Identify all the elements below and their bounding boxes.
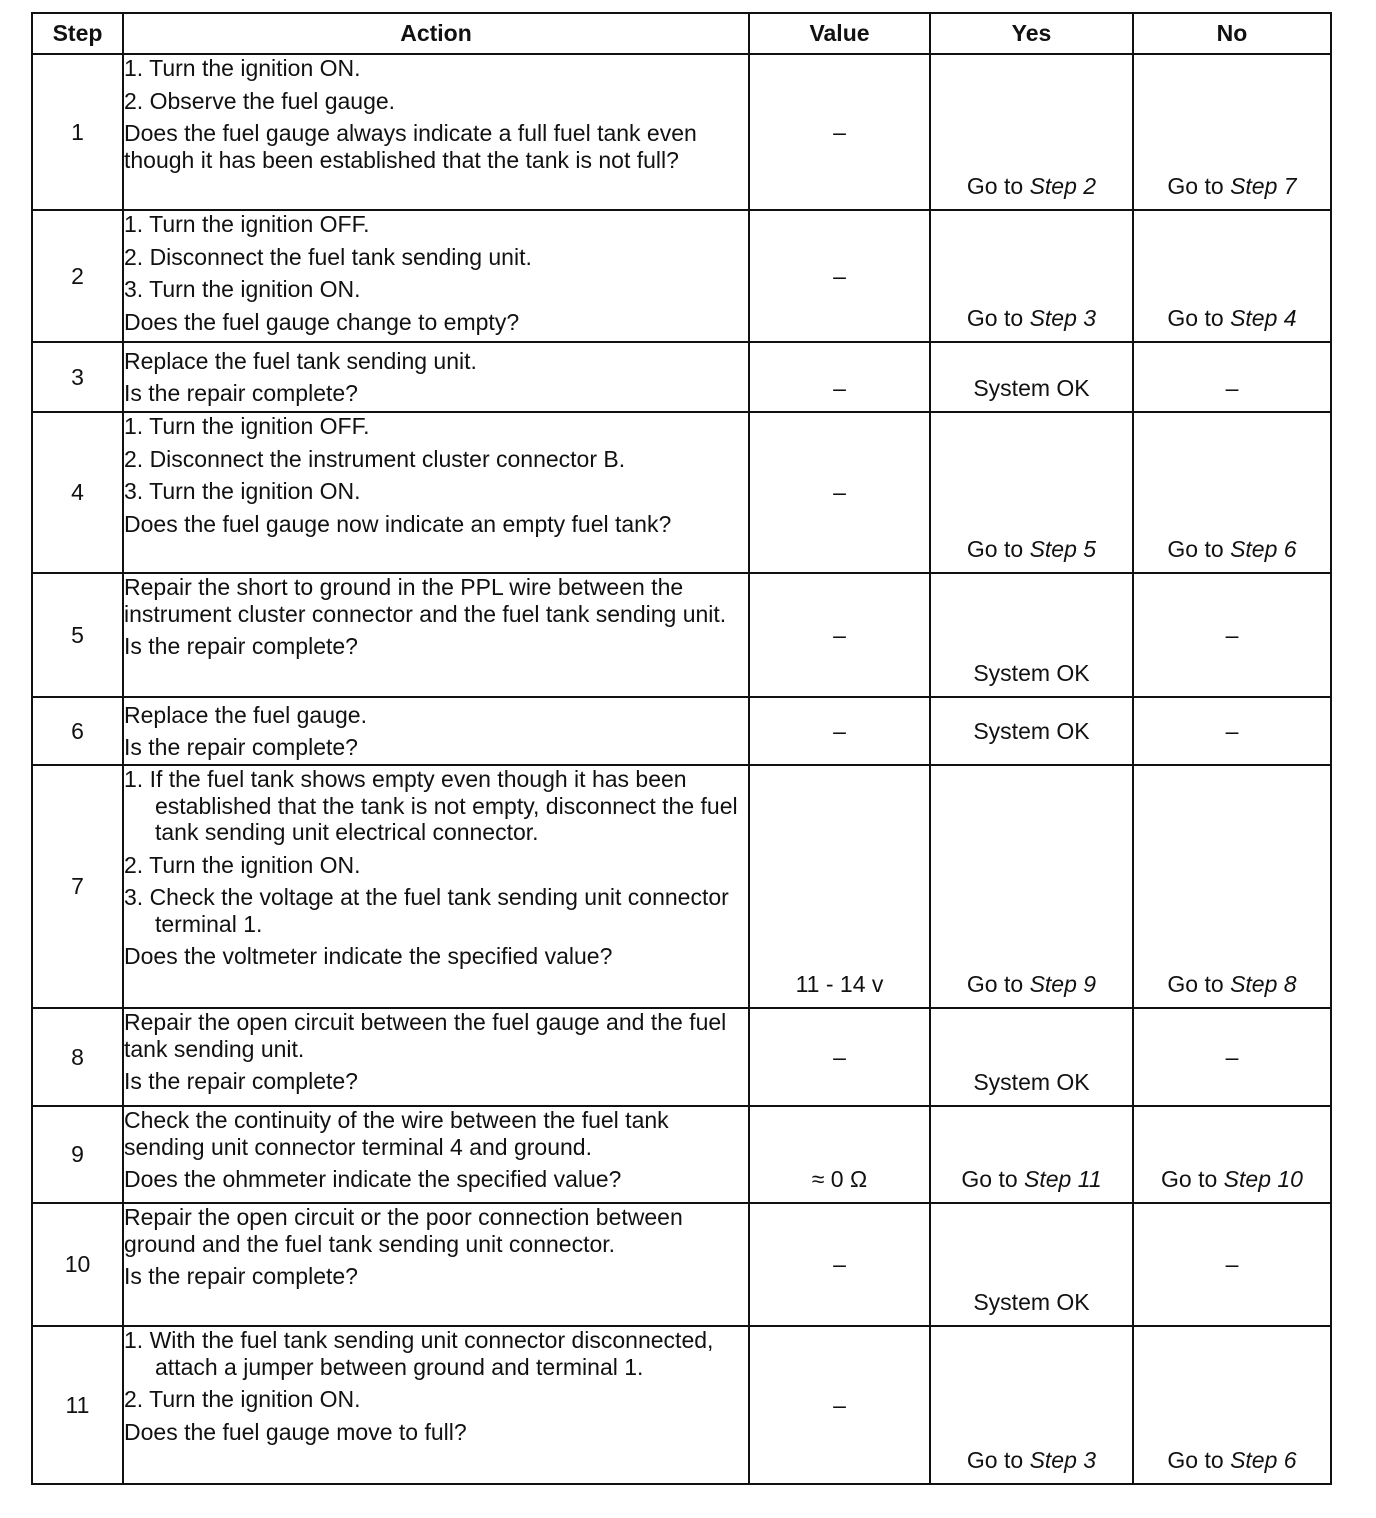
table-row xyxy=(32,342,1331,412)
action-cell xyxy=(123,1008,749,1106)
table-row xyxy=(32,1008,1331,1106)
action-question: Does the fuel gauge move to full? xyxy=(124,1418,467,1445)
diagnostic-table xyxy=(31,12,1332,1485)
table-row xyxy=(32,54,1331,210)
action-question: Does the fuel gauge now indicate an empty fuel tank? xyxy=(124,510,672,537)
value-cell: – xyxy=(749,573,930,697)
yes-cell xyxy=(930,697,1133,765)
step-number: 5 xyxy=(32,573,123,697)
no-step-link[interactable]: Step 6 xyxy=(1230,1446,1297,1473)
step-number: 9 xyxy=(32,1106,123,1203)
yes-step-link[interactable]: Step 9 xyxy=(1029,970,1097,997)
yes-goto-prefix: Go to xyxy=(966,304,1024,331)
yes-cell xyxy=(930,210,1133,342)
action-line: Replace the fuel gauge. xyxy=(124,701,367,728)
table-row xyxy=(32,412,1331,573)
action-cell xyxy=(123,412,749,573)
action-line: Is the repair complete? xyxy=(124,633,358,659)
table-row xyxy=(32,573,1331,697)
header-row xyxy=(32,13,1331,54)
action-line: Repair the short to ground in the PPL wire between the instrument cluster connector and the fuel tank sending unit. xyxy=(124,574,727,627)
step-number: 11 xyxy=(32,1326,123,1484)
action-cell xyxy=(123,1106,749,1203)
action-step-item: 1. Turn the ignition OFF. xyxy=(124,211,370,237)
yes-cell xyxy=(930,1326,1133,1484)
no-step-link[interactable]: Step 6 xyxy=(1230,535,1297,562)
yes-cell xyxy=(930,1106,1133,1203)
table-row xyxy=(32,210,1331,342)
no-step-link[interactable]: Step 4 xyxy=(1230,304,1297,331)
yes-result: System OK xyxy=(973,717,1090,744)
action-line: Repair the open circuit between the fuel gauge and the fuel tank sending unit. xyxy=(124,1009,727,1062)
no-goto-prefix: Go to xyxy=(1167,1446,1224,1473)
action-step-item: 2. Observe the fuel gauge. xyxy=(124,87,396,114)
value-cell: – xyxy=(749,412,930,573)
action-cell xyxy=(123,1203,749,1326)
no-result: – xyxy=(1225,1043,1239,1070)
yes-cell xyxy=(930,342,1133,412)
value-cell: – xyxy=(749,1203,930,1326)
value-cell: 11 - 14 v xyxy=(749,765,930,1008)
action-cell xyxy=(123,54,749,210)
action-cell xyxy=(123,573,749,697)
yes-cell xyxy=(930,765,1133,1008)
no-goto-prefix: Go to xyxy=(1161,1165,1218,1192)
header-no: No xyxy=(1133,13,1331,54)
table-row xyxy=(32,1326,1331,1484)
no-cell xyxy=(1133,573,1331,697)
no-cell xyxy=(1133,210,1331,342)
no-cell xyxy=(1133,412,1331,573)
value-cell: – xyxy=(749,210,930,342)
table-row xyxy=(32,697,1331,765)
action-line: Does the ohmmeter indicate the specified value? xyxy=(124,1166,622,1192)
yes-cell xyxy=(930,412,1133,573)
no-cell xyxy=(1133,1008,1331,1106)
action-step-item: 2. Turn the ignition ON. xyxy=(124,851,361,878)
header-value: Value xyxy=(749,13,930,54)
table-row xyxy=(32,1203,1331,1326)
header-step: Step xyxy=(32,13,123,54)
value-cell: – xyxy=(749,1326,930,1484)
yes-cell xyxy=(930,1203,1133,1326)
action-line: Is the repair complete? xyxy=(124,1068,358,1094)
yes-result: System OK xyxy=(973,659,1090,686)
no-goto-prefix: Go to xyxy=(1167,304,1224,331)
yes-cell xyxy=(930,1008,1133,1106)
value-cell: – xyxy=(749,1008,930,1106)
no-step-link[interactable]: Step 7 xyxy=(1230,172,1297,199)
yes-step-link[interactable]: Step 5 xyxy=(1029,535,1097,562)
action-question: Does the fuel gauge change to empty? xyxy=(124,308,520,335)
yes-result: System OK xyxy=(973,374,1090,401)
yes-step-link[interactable]: Step 3 xyxy=(1029,304,1097,331)
no-cell xyxy=(1133,1106,1331,1203)
action-step-item: 3. Turn the ignition ON. xyxy=(124,478,361,504)
action-line: Check the continuity of the wire between the fuel tank sending unit connector terminal 4 and ground. xyxy=(124,1107,669,1160)
header-yes: Yes xyxy=(930,13,1133,54)
value-cell: ≈ 0 Ω xyxy=(749,1106,930,1203)
yes-result: System OK xyxy=(973,1288,1090,1315)
value-cell: – xyxy=(749,54,930,210)
no-goto-prefix: Go to xyxy=(1167,970,1224,997)
action-step-item: 1. Turn the ignition ON. xyxy=(124,55,361,81)
action-line: Replace the fuel tank sending unit. xyxy=(124,347,477,374)
no-step-link[interactable]: Step 10 xyxy=(1223,1165,1303,1192)
action-line: Is the repair complete? xyxy=(124,1263,358,1289)
table-row xyxy=(32,765,1331,1008)
action-line: Is the repair complete? xyxy=(124,734,358,760)
yes-goto-prefix: Go to xyxy=(966,535,1024,562)
no-cell xyxy=(1133,697,1331,765)
action-question: Does the voltmeter indicate the specified value? xyxy=(124,943,613,969)
action-step-item: 3. Turn the ignition ON. xyxy=(124,276,361,302)
step-number: 1 xyxy=(32,54,123,210)
action-cell xyxy=(123,210,749,342)
action-step-item: 1. With the fuel tank sending unit connector disconnected, attach a jumper between ground and terminal 1. xyxy=(124,1327,714,1380)
action-step-item: 1. If the fuel tank shows empty even though it has been established that the tank is not empty, disconnect the fuel tank sending unit electrical connector. xyxy=(124,766,738,845)
table-row xyxy=(32,1106,1331,1203)
step-number: 3 xyxy=(32,342,123,412)
no-goto-prefix: Go to xyxy=(1167,535,1224,562)
no-result: – xyxy=(1225,717,1239,744)
no-cell xyxy=(1133,1203,1331,1326)
no-cell xyxy=(1133,342,1331,412)
value-cell: – xyxy=(749,342,930,412)
no-cell xyxy=(1133,54,1331,210)
value-cell: – xyxy=(749,697,930,765)
action-line: Is the repair complete? xyxy=(124,380,358,406)
yes-goto-prefix: Go to xyxy=(966,970,1024,997)
action-cell xyxy=(123,765,749,1008)
yes-step-link[interactable]: Step 3 xyxy=(1029,1446,1097,1473)
action-step-item: 1. Turn the ignition OFF. xyxy=(124,413,370,439)
no-step-link[interactable]: Step 8 xyxy=(1230,970,1297,997)
step-number: 6 xyxy=(32,697,123,765)
yes-result: System OK xyxy=(973,1068,1090,1095)
action-step-item: 3. Check the voltage at the fuel tank sending unit connector terminal 1. xyxy=(124,884,729,937)
no-result: – xyxy=(1225,1251,1239,1278)
step-number: 10 xyxy=(32,1203,123,1326)
yes-step-link[interactable]: Step 11 xyxy=(1024,1165,1102,1192)
header-action: Action xyxy=(123,13,749,54)
action-step-item: 2. Turn the ignition ON. xyxy=(124,1386,361,1412)
action-cell xyxy=(123,342,749,412)
no-cell xyxy=(1133,1326,1331,1484)
yes-cell xyxy=(930,573,1133,697)
no-goto-prefix: Go to xyxy=(1167,172,1224,199)
action-question: Does the fuel gauge always indicate a full fuel tank even though it has been established that the tank is not full? xyxy=(124,120,697,173)
step-number: 7 xyxy=(32,765,123,1008)
yes-cell xyxy=(930,54,1133,210)
action-step-item: 2. Disconnect the instrument cluster connector B. xyxy=(124,445,626,472)
action-line: Repair the open circuit or the poor connection between ground and the fuel tank sending unit connector. xyxy=(124,1204,683,1257)
step-number: 4 xyxy=(32,412,123,573)
yes-step-link[interactable]: Step 2 xyxy=(1029,172,1097,199)
yes-goto-prefix: Go to xyxy=(966,172,1024,199)
action-step-item: 2. Disconnect the fuel tank sending unit. xyxy=(124,243,532,270)
step-number: 2 xyxy=(32,210,123,342)
no-result: – xyxy=(1225,621,1239,648)
action-cell xyxy=(123,1326,749,1484)
yes-goto-prefix: Go to xyxy=(961,1165,1018,1192)
yes-goto-prefix: Go to xyxy=(966,1446,1024,1473)
step-number: 8 xyxy=(32,1008,123,1106)
no-result: – xyxy=(1225,374,1239,401)
no-cell xyxy=(1133,765,1331,1008)
action-cell xyxy=(123,697,749,765)
